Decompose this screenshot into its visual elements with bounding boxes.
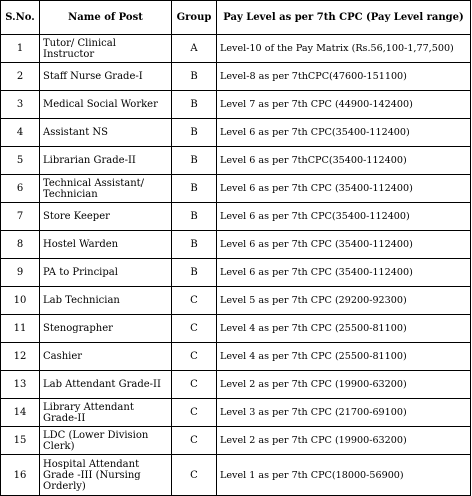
cell-group: B	[172, 63, 217, 91]
cell-sno: 16	[1, 455, 40, 496]
cell-name: Lab Technician	[40, 287, 172, 315]
cell-pay: Level 2 as per 7th CPC (19900-63200)	[217, 371, 471, 399]
cell-sno: 11	[1, 315, 40, 343]
cell-group: B	[172, 231, 217, 259]
table-body	[1, 35, 471, 496]
cell-sno: 13	[1, 371, 40, 399]
table-row	[1, 35, 471, 63]
cell-pay: Level 4 as per 7th CPC (25500-81100)	[217, 343, 471, 371]
cell-group: B	[172, 119, 217, 147]
table-row	[1, 147, 471, 175]
table-row	[1, 399, 471, 427]
cell-sno: 2	[1, 63, 40, 91]
table-row	[1, 63, 471, 91]
cell-group: B	[172, 175, 217, 203]
header-pay-level: Pay Level as per 7th CPC (Pay Level range)	[217, 1, 471, 35]
cell-name: Technical Assistant/ Technician	[40, 175, 172, 203]
cell-group: C	[172, 371, 217, 399]
cell-sno: 4	[1, 119, 40, 147]
cell-pay: Level 2 as per 7th CPC (19900-63200)	[217, 427, 471, 455]
cell-pay: Level-8 as per 7thCPC(47600-151100)	[217, 63, 471, 91]
table-header	[1, 1, 471, 35]
cell-name: Assistant NS	[40, 119, 172, 147]
cell-name: Hostel Warden	[40, 231, 172, 259]
cell-name: Library Attendant Grade-II	[40, 399, 172, 427]
header-row	[1, 1, 471, 35]
cell-sno: 1	[1, 35, 40, 63]
cell-pay: Level 6 as per 7th CPC (35400-112400)	[217, 175, 471, 203]
cell-sno: 5	[1, 147, 40, 175]
cell-name: Tutor/ Clinical Instructor	[40, 35, 172, 63]
table-row	[1, 287, 471, 315]
cell-group: B	[172, 203, 217, 231]
cell-pay: Level 6 as per 7thCPC(35400-112400)	[217, 147, 471, 175]
cell-name: Cashier	[40, 343, 172, 371]
cell-group: C	[172, 427, 217, 455]
table-row	[1, 231, 471, 259]
cell-name: LDC (Lower Division Clerk)	[40, 427, 172, 455]
cell-name: Lab Attendant Grade-II	[40, 371, 172, 399]
cell-pay: Level 6 as per 7th CPC (35400-112400)	[217, 231, 471, 259]
cell-name: Store Keeper	[40, 203, 172, 231]
cell-name: Medical Social Worker	[40, 91, 172, 119]
cell-pay: Level 3 as per 7th CPC (21700-69100)	[217, 399, 471, 427]
cell-group: C	[172, 287, 217, 315]
table-row	[1, 203, 471, 231]
table-row	[1, 175, 471, 203]
cell-group: C	[172, 343, 217, 371]
header-name-of-post: Name of Post	[40, 1, 172, 35]
cell-sno: 6	[1, 175, 40, 203]
cell-pay: Level 5 as per 7th CPC (29200-92300)	[217, 287, 471, 315]
cell-sno: 3	[1, 91, 40, 119]
cell-pay: Level 6 as per 7th CPC(35400-112400)	[217, 203, 471, 231]
table-row	[1, 119, 471, 147]
table-row	[1, 371, 471, 399]
cell-pay: Level 6 as per 7th CPC(35400-112400)	[217, 119, 471, 147]
cell-group: C	[172, 315, 217, 343]
table-row	[1, 315, 471, 343]
cell-pay: Level-10 of the Pay Matrix (Rs.56,100-1,77,500)	[217, 35, 471, 63]
cell-name: Librarian Grade-II	[40, 147, 172, 175]
cell-sno: 7	[1, 203, 40, 231]
table-row	[1, 91, 471, 119]
cell-sno: 12	[1, 343, 40, 371]
cell-group: B	[172, 259, 217, 287]
cell-name: Staff Nurse Grade-I	[40, 63, 172, 91]
table-row	[1, 259, 471, 287]
cell-group: B	[172, 91, 217, 119]
cell-sno: 15	[1, 427, 40, 455]
cell-sno: 14	[1, 399, 40, 427]
cell-sno: 8	[1, 231, 40, 259]
cell-name: Hospital Attendant Grade -III (Nursing Orderly)	[40, 455, 172, 496]
cell-sno: 9	[1, 259, 40, 287]
cell-group: A	[172, 35, 217, 63]
cell-name: PA to Principal	[40, 259, 172, 287]
cell-pay: Level 1 as per 7th CPC(18000-56900)	[217, 455, 471, 496]
cell-pay: Level 6 as per 7th CPC (35400-112400)	[217, 259, 471, 287]
cell-pay: Level 4 as per 7th CPC (25500-81100)	[217, 315, 471, 343]
table-row	[1, 343, 471, 371]
cell-group: B	[172, 147, 217, 175]
header-sno: S.No.	[1, 1, 40, 35]
table-row	[1, 455, 471, 496]
header-group: Group	[172, 1, 217, 35]
table-row	[1, 427, 471, 455]
cell-group: C	[172, 399, 217, 427]
cell-sno: 10	[1, 287, 40, 315]
cell-pay: Level 7 as per 7th CPC (44900-142400)	[217, 91, 471, 119]
cell-group: C	[172, 455, 217, 496]
cell-name: Stenographer	[40, 315, 172, 343]
